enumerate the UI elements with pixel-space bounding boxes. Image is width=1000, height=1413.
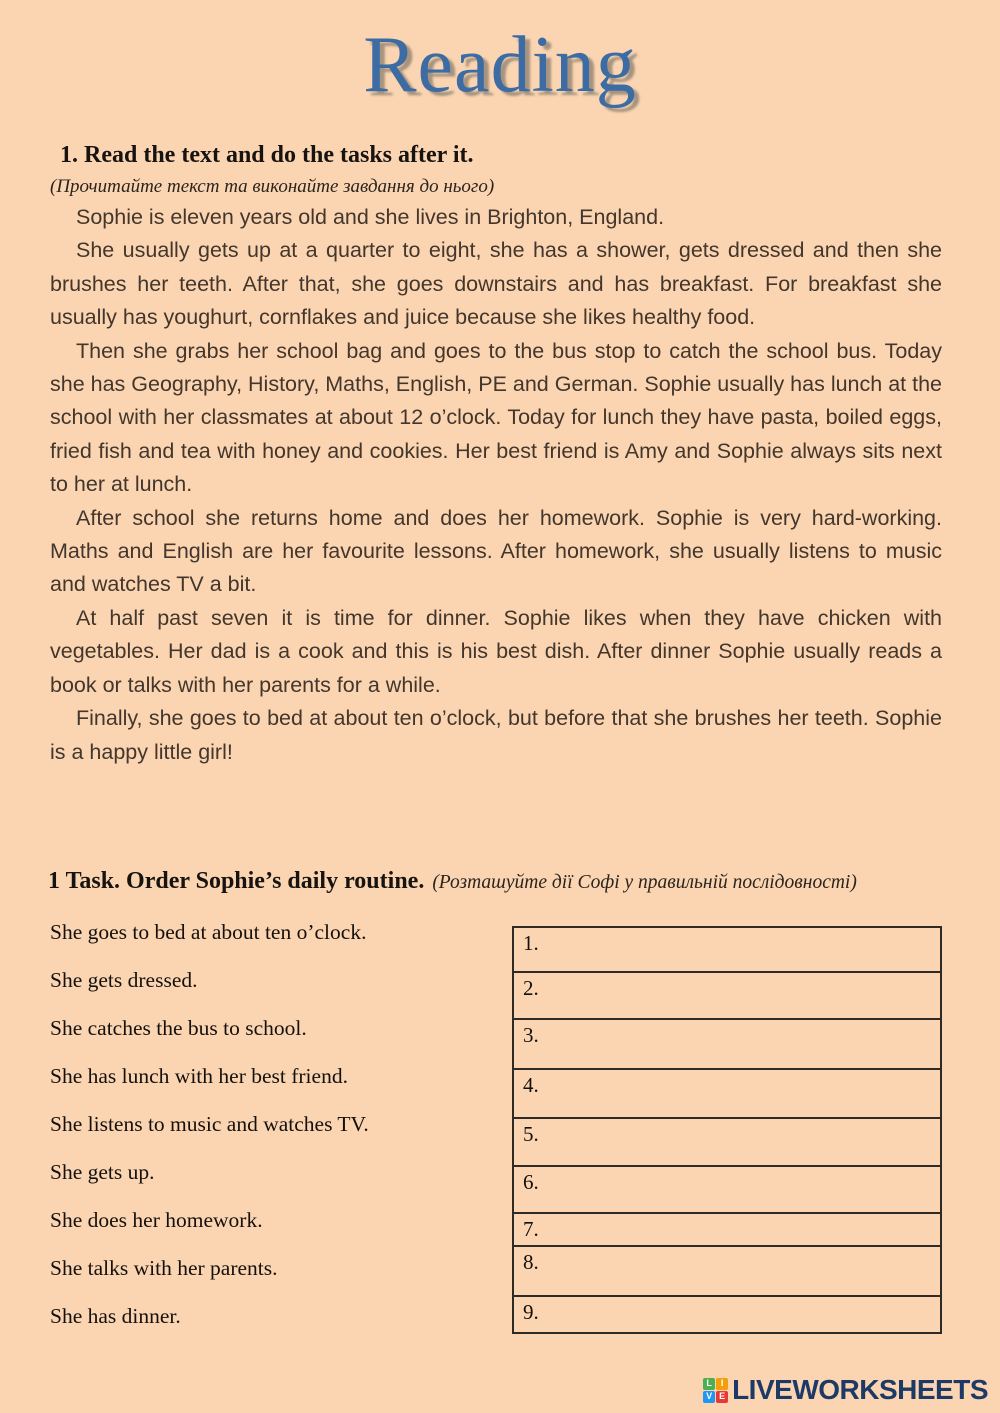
- answer-row-number: 9.: [523, 1300, 539, 1324]
- logo-square-e: E: [716, 1391, 728, 1403]
- passage-paragraph: Finally, she goes to bed at about ten o’clock, but before that she brushes her teeth. Sophie is a happy little girl!: [50, 706, 942, 764]
- answer-row-6[interactable]: [514, 1167, 940, 1214]
- answer-row-9[interactable]: [514, 1297, 940, 1332]
- answer-row-number: 7.: [523, 1217, 539, 1241]
- answer-row-5[interactable]: [514, 1119, 940, 1167]
- passage-paragraph: Then she grabs her school bag and goes to the bus stop to catch the school bus. Today she has Geography, History, Maths, English, PE and German. Sophie usually has lunch at the school with her classmates at about 12 o’clock. Today for lunch they have pasta, boiled eggs, fried fish and tea with honey and cookies. Her best friend is Amy and Sophie always sits next to her at lunch.: [50, 338, 942, 497]
- answer-row-1[interactable]: [514, 928, 940, 973]
- passage-paragraph: After school she returns home and does her homework. Sophie is very hard-working. Maths and English are her favourite lessons. After homework, she usually listens to music and watches TV a bit.: [50, 505, 942, 597]
- answer-row-number: 6.: [523, 1170, 539, 1194]
- logo-square-i: I: [716, 1378, 728, 1390]
- task-heading-row: [48, 868, 857, 895]
- routine-item: She has lunch with her best friend.: [50, 1064, 348, 1088]
- logo-square-v: V: [703, 1391, 715, 1403]
- routine-list: [50, 920, 495, 1352]
- answer-row-number: 4.: [523, 1073, 539, 1097]
- answer-row-2[interactable]: [514, 973, 940, 1020]
- answer-row-7[interactable]: [514, 1214, 940, 1247]
- section1-subheading-ukrainian: (Прочитайте текст та виконайте завдання до нього): [50, 176, 495, 197]
- liveworksheets-logo: [703, 1374, 988, 1406]
- task-subheading-ukrainian: (Розташуйте дії Софі у правильній послідовності): [432, 872, 857, 893]
- passage-paragraph: At half past seven it is time for dinner. Sophie likes when they have chicken with vegetables. Her dad is a cook and this is his best dish. After dinner Sophie usually reads a book or talks with her parents for a while.: [50, 605, 942, 697]
- routine-item: She gets dressed.: [50, 968, 198, 992]
- routine-item: She has dinner.: [50, 1304, 181, 1328]
- routine-item: She talks with her parents.: [50, 1256, 278, 1280]
- section1-heading: 1. Read the text and do the tasks after it.: [60, 142, 474, 168]
- logo-square-l: L: [703, 1378, 715, 1390]
- liveworksheets-icon: [703, 1378, 728, 1403]
- routine-item: She listens to music and watches TV.: [50, 1112, 369, 1136]
- liveworksheets-brand: LIVEWORKSHEETS: [732, 1374, 988, 1405]
- answer-table: [512, 926, 942, 1334]
- routine-item: She does her homework.: [50, 1208, 263, 1232]
- passage-paragraph: Sophie is eleven years old and she lives in Brighton, England.: [76, 205, 665, 229]
- routine-item: She goes to bed at about ten o’clock.: [50, 920, 367, 944]
- answer-row-4[interactable]: [514, 1070, 940, 1119]
- answer-row-number: 5.: [523, 1122, 539, 1146]
- routine-item: She gets up.: [50, 1160, 155, 1184]
- answer-row-number: 8.: [523, 1250, 539, 1274]
- routine-item: She catches the bus to school.: [50, 1016, 307, 1040]
- answer-row-8[interactable]: [514, 1247, 940, 1297]
- page-title: Reading: [363, 21, 637, 109]
- reading-passage: [50, 201, 942, 769]
- passage-paragraph: She usually gets up at a quarter to eight, she has a shower, gets dressed and then she brushes her teeth. After that, she goes downstairs and has breakfast. For breakfast she usually has youghurt, cornflakes and juice because she likes healthy food.: [50, 238, 942, 330]
- answer-row-number: 3.: [523, 1023, 539, 1047]
- answer-row-number: 1.: [523, 931, 539, 955]
- answer-row-3[interactable]: [514, 1020, 940, 1070]
- answer-row-number: 2.: [523, 976, 539, 1000]
- task-heading: 1 Task. Order Sophie’s daily routine.: [48, 868, 425, 894]
